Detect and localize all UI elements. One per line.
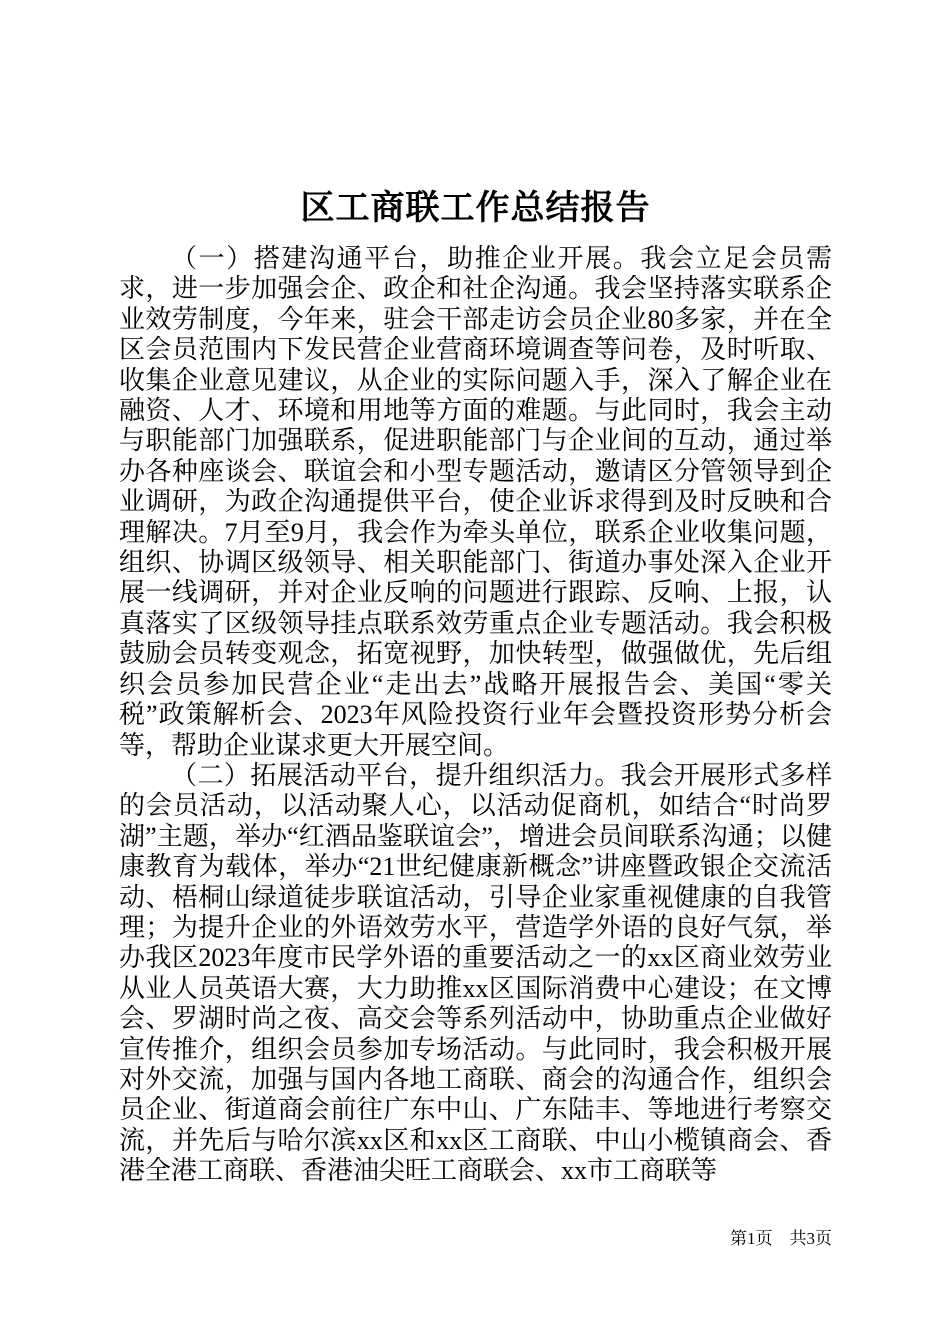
page-footer bbox=[730, 1228, 832, 1250]
document-body bbox=[119, 186, 832, 1187]
paragraph-section-1: （一）搭建沟通平台，助推企业开展。我会立足会员需求，进一步加强会企、政企和社企沟通。我会坚持落实联系企业效劳制度，今年来，驻会干部走访会员企业80多家，并在全区会员范围内下发民营企业营商环境调查等问卷，及时听取、收集企业意见建议，从企业的实际问题入手，深入了解企业在融资、人才、环境和用地等方面的难题。与此同时，我会主动与职能部门加强联系，促进职能部门与企业间的互动，通过举办各种座谈会、联谊会和小型专题活动，邀请区分管领导到企业调研，为政企沟通提供平台，使企业诉求得到及时反映和合理解决。7月至9月，我会作为牵头单位，联系企业收集问题，组织、协调区级领导、相关职能部门、街道办事处深入企业开展一线调研，并对企业反响的问题进行跟踪、反响、上报，认真落实了区级领导挂点联系效劳重点企业专题活动。我会积极鼓励会员转变观念，拓宽视野，加快转型，做强做优，先后组织会员参加民营企业“走出去”战略开展报告会、美国“零关税”政策解析会、2023年风险投资行业年会暨投资形势分析会等，帮助企业谋求更大开展空间。 bbox=[119, 244, 832, 760]
document-title: 区工商联工作总结报告 bbox=[300, 190, 651, 227]
paragraph-section-2: （二）拓展活动平台，提升组织活力。我会开展形式多样的会员活动，以活动聚人心，以活动促商机，如结合“时尚罗湖”主题，举办“红酒品鉴联谊会”，增进会员间联系沟通；以健康教育为载体，举办“21世纪健康新概念”讲座暨政银企交流活动、梧桐山绿道徒步联谊活动，引导企业家重视健康的自我管理；为提升企业的外语效劳水平，营造学外语的良好气氛，举办我区2023年度市民学外语的重要活动之一的xx区商业效劳业从业人员英语大赛，大力助推xx区国际消费中心建设；在文博会、罗湖时尚之夜、高交会等系列活动中，协助重点企业做好宣传推介，组织会员参加专场活动。与此同时，我会积极开展对外交流，加强与国内各地工商联、商会的沟通合作，组织会员企业、街道商会前往广东中山、广东陆丰、等地进行考察交流，并先后与哈尔滨xx区和xx区工商联、中山小榄镇商会、香港全港工商联、香港油尖旺工商联会、xx市工商联等 bbox=[119, 760, 832, 1186]
page-number-label: 第1页 共3页 bbox=[730, 1229, 832, 1248]
